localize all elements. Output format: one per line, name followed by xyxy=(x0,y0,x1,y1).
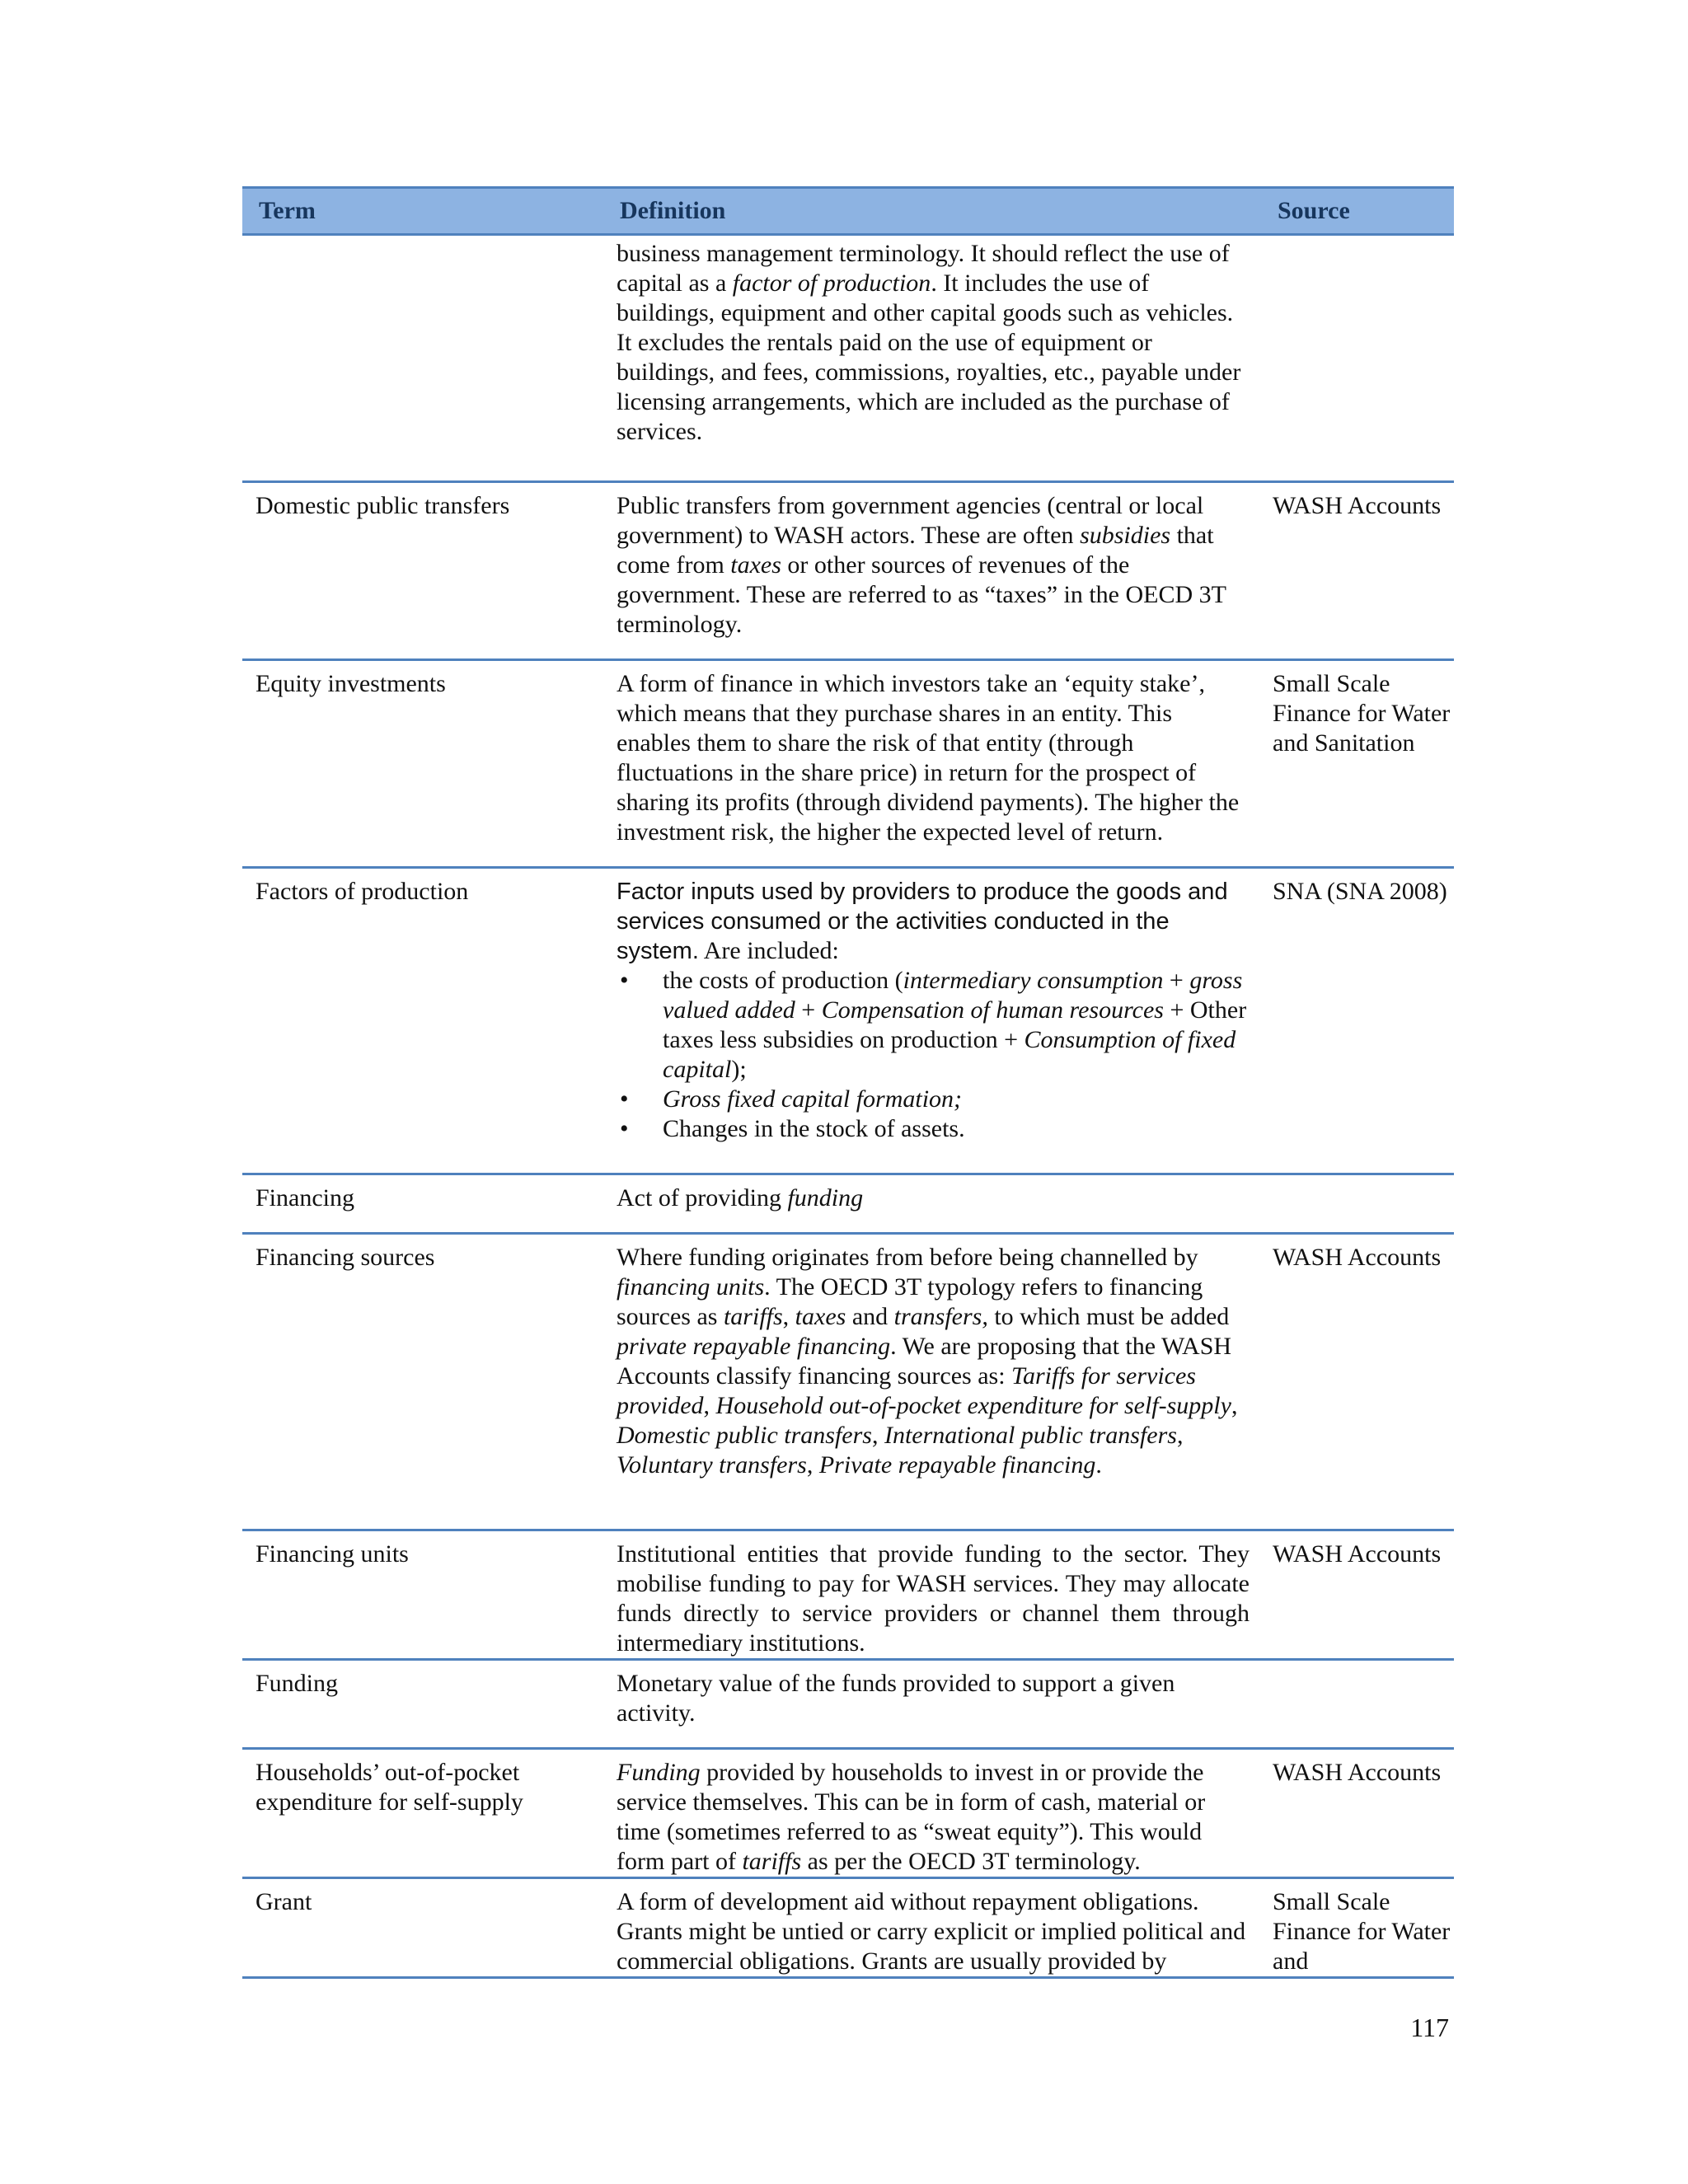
column-header-term: Term xyxy=(242,188,603,235)
source-cell xyxy=(1261,235,1454,482)
definition-intro: Factor inputs used by providers to produce the goods and services consumed or the activities conducted in the system. xyxy=(617,879,1228,964)
definition-intro-tail: Are included: xyxy=(698,937,839,964)
source-cell: WASH Accounts xyxy=(1261,1749,1454,1878)
table-row xyxy=(242,1660,1454,1749)
definition-text-run: subsidies xyxy=(1080,522,1171,549)
glossary-table xyxy=(242,186,1454,1979)
table-row xyxy=(242,1749,1454,1878)
table-row xyxy=(242,660,1454,868)
definition-text-run: , xyxy=(782,1303,795,1330)
definition-text-run: Act of providing xyxy=(617,1184,788,1212)
definition-text-run: the costs of production ( xyxy=(663,967,903,994)
definition-text-run: and xyxy=(846,1303,894,1330)
definition-cell xyxy=(603,868,1261,1174)
definition-text-run: + xyxy=(795,996,822,1024)
definition-text-run: provided by households to invest in or provide the service themselves. This can be in form of cash, material or time (sometimes referred to as “sweat equity”). This would form part of xyxy=(617,1759,1206,1875)
bullet-list xyxy=(617,966,1250,1144)
definition-text-run: as per the OECD 3T terminology. xyxy=(801,1848,1141,1875)
definition-text-run: taxes xyxy=(730,551,781,579)
definition-text-run: A form of finance in which investors take an ‘equity stake’, which means that they purchase shares in an entity. This enables them to share the risk of that entity (through fluctuations in the share price) in return for the prospect of sharing its profits (through dividend payments). The higher the investment risk, the higher the expected level of return. xyxy=(617,670,1240,846)
definition-text-run: financing units xyxy=(617,1273,765,1301)
term-cell: Equity investments xyxy=(242,660,603,868)
table-row xyxy=(242,1234,1454,1530)
bullet-item xyxy=(617,1085,1250,1114)
term-cell: Financing xyxy=(242,1174,603,1234)
definition-cell xyxy=(603,1749,1261,1878)
table-row xyxy=(242,868,1454,1174)
table-header-row xyxy=(242,188,1454,235)
definition-text-run: Monetary value of the funds provided to support a given activity. xyxy=(617,1670,1175,1727)
definition-text-run: Household out-of-pocket expenditure for self-supply xyxy=(715,1392,1231,1419)
definition-text-run: International public transfers xyxy=(884,1422,1177,1449)
table-body xyxy=(242,235,1454,1978)
definition-text-run: taxes xyxy=(795,1303,846,1330)
definition-text-run: business management terminology. It should reflect the use of capital as a xyxy=(617,240,1230,297)
definition-text-run: Where funding originates from before being channelled by xyxy=(617,1244,1198,1271)
term-cell: Households’ out-of-pocket expenditure for self-supply xyxy=(242,1749,603,1878)
column-header-source: Source xyxy=(1261,188,1454,235)
term-cell: Factors of production xyxy=(242,868,603,1174)
definition-text-run: Changes in the stock of assets. xyxy=(663,1115,965,1142)
definition-text-run: Institutional entities that provide funding to the sector. They mobilise funding to pay for WASH services. They may allocate funds directly to service providers or channel them through intermediary institutions. xyxy=(617,1540,1250,1657)
table-row xyxy=(242,235,1454,482)
definition-text-run: Domestic public transfers xyxy=(617,1422,872,1449)
definition-text-run: Gross fixed capital formation; xyxy=(663,1085,963,1113)
term-cell: Grant xyxy=(242,1878,603,1978)
definition-text-run: , xyxy=(871,1422,884,1449)
source-cell xyxy=(1261,1660,1454,1749)
definition-text-run: Private repayable financing xyxy=(818,1451,1096,1479)
definition-text-run: Public transfers from government agencies (central or local government) to WASH actors. These are often xyxy=(617,492,1204,549)
source-cell: Small Scale Finance for Water and xyxy=(1261,1878,1454,1978)
definition-text-run: to which must be added xyxy=(987,1303,1230,1330)
table-row xyxy=(242,482,1454,660)
definition-text-run: that come from xyxy=(617,522,1214,579)
definition-text-run: Consumption of fixed capital xyxy=(663,1026,1236,1083)
definition-cell xyxy=(603,1878,1261,1978)
definition-text-run: , xyxy=(703,1392,716,1419)
definition-text-run: Tariffs for services provided xyxy=(617,1362,1196,1419)
term-cell xyxy=(242,235,603,482)
definition-cell xyxy=(603,235,1261,482)
definition-text-run: ); xyxy=(731,1056,747,1083)
definition-cell xyxy=(603,482,1261,660)
definition-text-run: intermediary consumption xyxy=(903,967,1164,994)
definition-text-run: private repayable financing xyxy=(617,1333,891,1360)
bullet-item xyxy=(617,1114,1250,1144)
source-cell: WASH Accounts xyxy=(1261,1234,1454,1530)
source-cell: WASH Accounts xyxy=(1261,1530,1454,1660)
definition-text-run: . We are proposing that the WASH Accounts classify financing sources as: xyxy=(617,1333,1232,1390)
definition-text-run: + Other taxes less subsidies on production + xyxy=(663,996,1247,1053)
term-cell: Domestic public transfers xyxy=(242,482,603,660)
source-cell: SNA (SNA 2008) xyxy=(1261,868,1454,1174)
definition-text-run: + xyxy=(1163,967,1190,994)
source-cell: WASH Accounts xyxy=(1261,482,1454,660)
table-row xyxy=(242,1530,1454,1660)
source-cell xyxy=(1261,1174,1454,1234)
term-cell: Financing units xyxy=(242,1530,603,1660)
definition-text-run: tariffs xyxy=(723,1303,783,1330)
term-cell: Funding xyxy=(242,1660,603,1749)
definition-text-run: Voluntary transfers xyxy=(617,1451,807,1479)
definition-cell xyxy=(603,1530,1261,1660)
definition-text-run: Funding xyxy=(617,1759,701,1786)
term-cell: Financing sources xyxy=(242,1234,603,1530)
definition-text-run: , xyxy=(1231,1392,1238,1419)
definition-text-run: . The OECD 3T typology refers to financing sources as xyxy=(617,1273,1203,1330)
definition-cell xyxy=(603,1234,1261,1530)
definition-cell xyxy=(603,1660,1261,1749)
column-header-definition: Definition xyxy=(603,188,1261,235)
definition-text-run: transfers, xyxy=(893,1303,988,1330)
definition-text-run: . It includes the use of buildings, equipment and other capital goods such as vehicles. It excludes the rentals paid on the use of equipment or buildings, and fees, commissions, royalties, etc., payable under licensing arrangements, which are included as the purchase of services. xyxy=(617,269,1241,445)
page-number: 117 xyxy=(1410,2013,1449,2042)
source-cell: Small Scale Finance for Water and Sanitation xyxy=(1261,660,1454,868)
definition-text-run: or other sources of revenues of the government. These are referred to as “taxes” in the OECD 3T terminology. xyxy=(617,551,1226,638)
definition-cell xyxy=(603,660,1261,868)
definition-text-run: factor of production xyxy=(732,269,931,297)
definition-text-run: Compensation of human resources xyxy=(821,996,1164,1024)
definition-text-run: . xyxy=(1095,1451,1102,1479)
definition-text-run: tariffs xyxy=(742,1848,802,1875)
definition-text-run: , xyxy=(1176,1422,1184,1449)
table-row xyxy=(242,1878,1454,1978)
definition-cell xyxy=(603,1174,1261,1234)
definition-text-run: funding xyxy=(787,1184,864,1212)
definition-text-run: , xyxy=(806,1451,819,1479)
bullet-item xyxy=(617,966,1250,1085)
definition-text-run: gross valued added xyxy=(663,967,1243,1024)
definition-text-run: A form of development aid without repayment obligations. Grants might be untied or carry explicit or implied political and commercial obligations. Grants are usually provided by xyxy=(617,1888,1246,1975)
table-row xyxy=(242,1174,1454,1234)
